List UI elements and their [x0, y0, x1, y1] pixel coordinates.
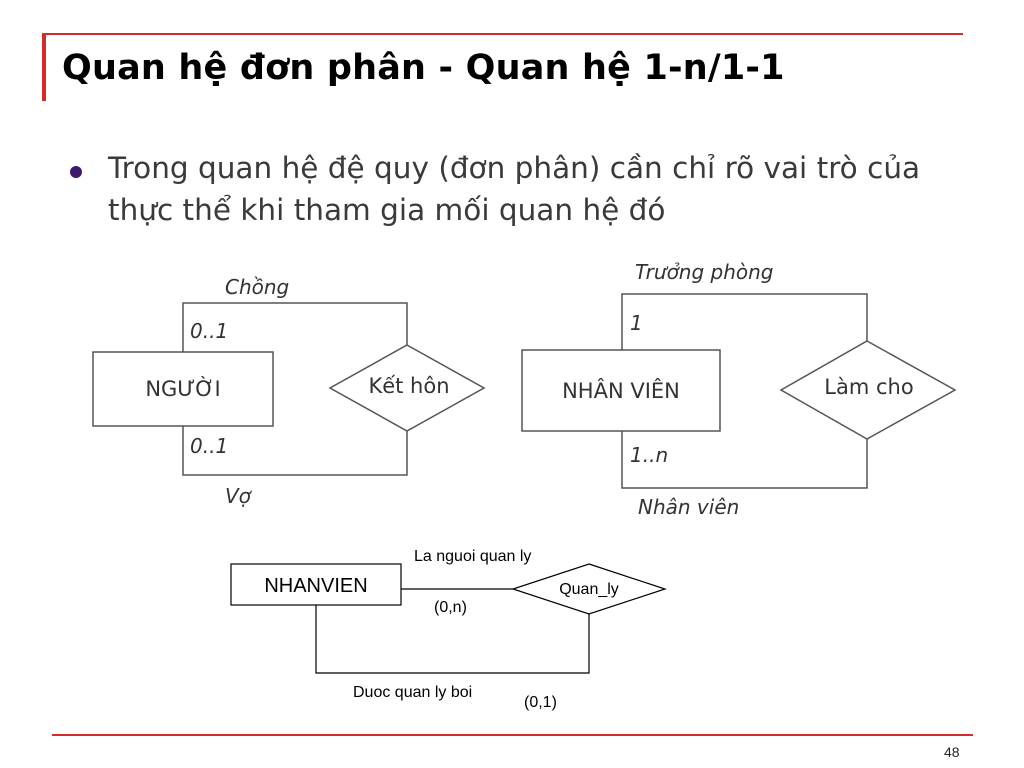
footer-rule — [52, 734, 973, 736]
cardinality-top-nguoi: 0..1 — [190, 319, 229, 343]
bullet-text: Trong quan hệ đệ quy (đơn phân) cần chỉ rõ vai trò của thực thể khi tham gia mối quan hệ đó — [108, 151, 921, 227]
cardinality-bottom-nhanvien: (0,1) — [524, 694, 557, 711]
cardinality-bottom-nguoi: 0..1 — [190, 434, 229, 458]
role-truong-phong-label: Trưởng phòng — [635, 260, 774, 284]
entity-nhan-vien-label: NHÂN VIÊN — [562, 379, 680, 403]
cardinality-top-nhanvien: (0,n) — [434, 599, 467, 616]
relationship-lam-cho-label: Làm cho — [824, 375, 914, 399]
entity-nguoi-label: NGƯỜI — [145, 377, 221, 401]
relationship-ket-hon-label: Kết hôn — [368, 374, 450, 398]
entity-nhanvien-label: NHANVIEN — [264, 575, 368, 597]
role-vo-label: Vợ — [225, 484, 251, 508]
role-chong-label: Chồng — [225, 275, 290, 299]
cardinality-top-nhan-vien: 1 — [630, 311, 643, 335]
page-number: 48 — [944, 744, 960, 760]
link-top-nhan-vien — [622, 294, 867, 350]
role-la-nguoi-quan-ly-label: La nguoi quan ly — [414, 548, 532, 565]
relationship-quan-ly-label: Quan_ly — [559, 581, 619, 598]
slide-title: Quan hệ đơn phân - Quan hệ 1-n/1-1 — [62, 48, 785, 88]
cardinality-bottom-nhan-vien: 1..n — [630, 443, 669, 467]
role-duoc-quan-ly-boi-label: Duoc quan ly boi — [353, 684, 473, 701]
role-nhan-vien-label: Nhân viên — [638, 495, 740, 519]
